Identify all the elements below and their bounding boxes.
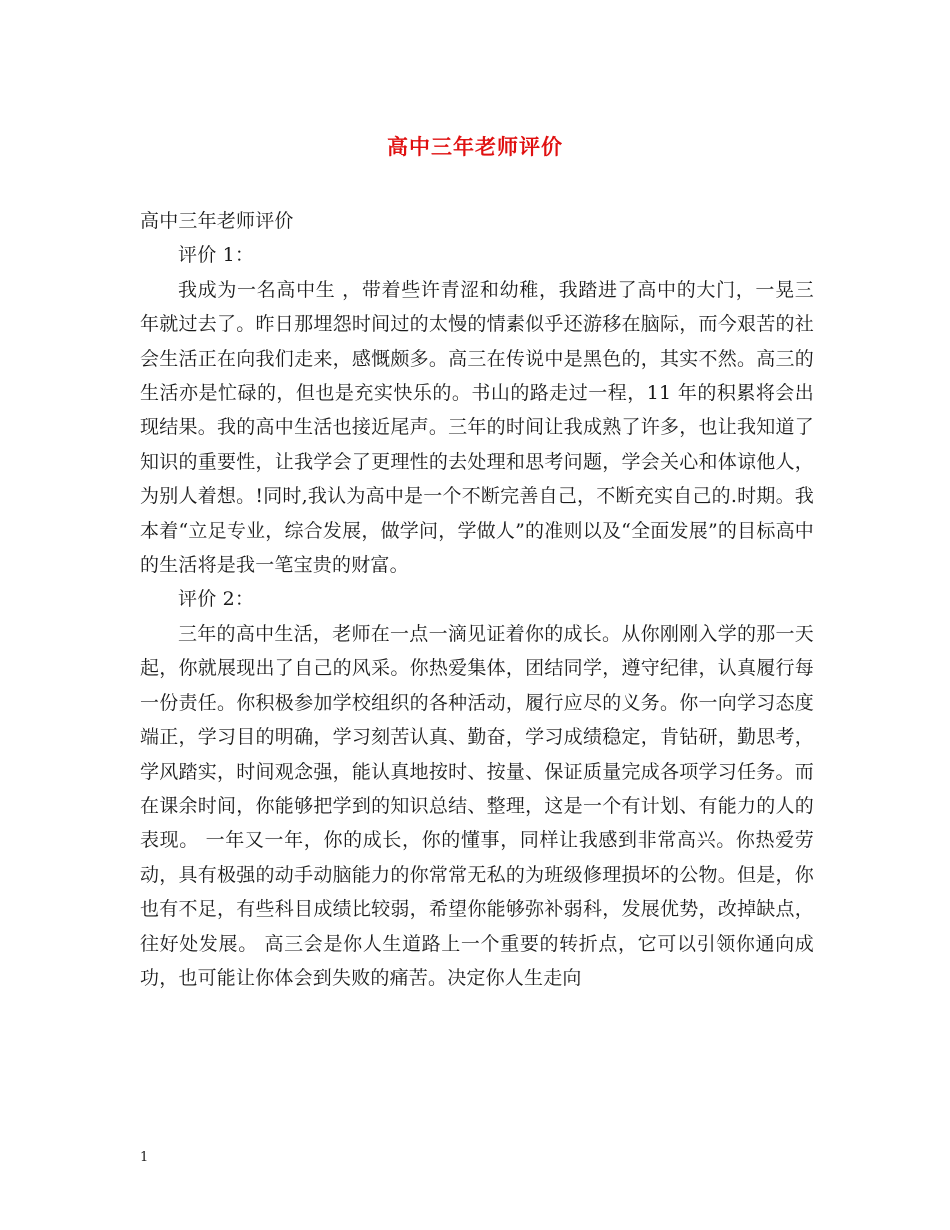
section-1-paragraph: 我成为一名高中生 ，带着些许青涩和幼稚，我踏进了高中的大门，一晃三年就过去了。昨日那埋怨时间过的太慢的情素似乎还游移在脑际，而今艰苦的社会生活正在向我们走来，感慨颇多。高三在传说中是黑色的，其实不然。高三的生活亦是忙碌的，但也是充实快乐的。书山的路走过一程，11 年的积累将会出现结果。我的高中生活也接近尾声。三年的时间让我成熟了许多，也让我知道了知识的重要性，让我学会了更理性的去处理和思考问题，学会关心和体谅他人，为别人着想。!同时,我认为高中是一个不断完善自己，不断充实自己的.时期。我本着“立足专业，综合发展，做学问，学做人”的准则以及“全面发展”的目标高中的生活将是我一笔宝贵的财富。 [140, 278, 814, 577]
page-number: 1 [140, 1150, 149, 1165]
section-2-heading: 评价 2： [178, 588, 255, 611]
document-title: 高中三年老师评价 [387, 134, 563, 159]
section-2-paragraph: 三年的高中生活，老师在一点一滴见证着你的成长。从你刚刚入学的那一天起，你就展现出了自己的风采。你热爱集体，团结同学，遵守纪律，认真履行每一份责任。你积极参加学校组织的各种活动，履行应尽的义务。你一向学习态度端正，学习目的明确，学习刻苦认真、勤奋，学习成绩稳定，肯钻研，勤思考，学风踏实，时间观念强，能认真地按时、按量、保证质量完成各项学习任务。而在课余时间，你能够把学到的知识总结、整理，这是一个有计划、有能力的人的表现。 一年又一年，你的成长，你的懂事，同样让我感到非常高兴。你热爱劳动，具有极强的动手动脑能力的你常常无私的为班级修理损坏的公物。但是，你也有不足，有些科目成绩比较弱，希望你能够弥补弱科，发展优势，改掉缺点，往好处发展。 高三会是你人生道路上一个重要的转折点，它可以引领你通向成功，也可能让你体会到失败的痛苦。决定你人生走向 [140, 622, 814, 989]
document-body [140, 204, 814, 995]
document-subtitle: 高中三年老师评价 [140, 210, 294, 232]
section-1-heading: 评价 1： [178, 244, 255, 267]
